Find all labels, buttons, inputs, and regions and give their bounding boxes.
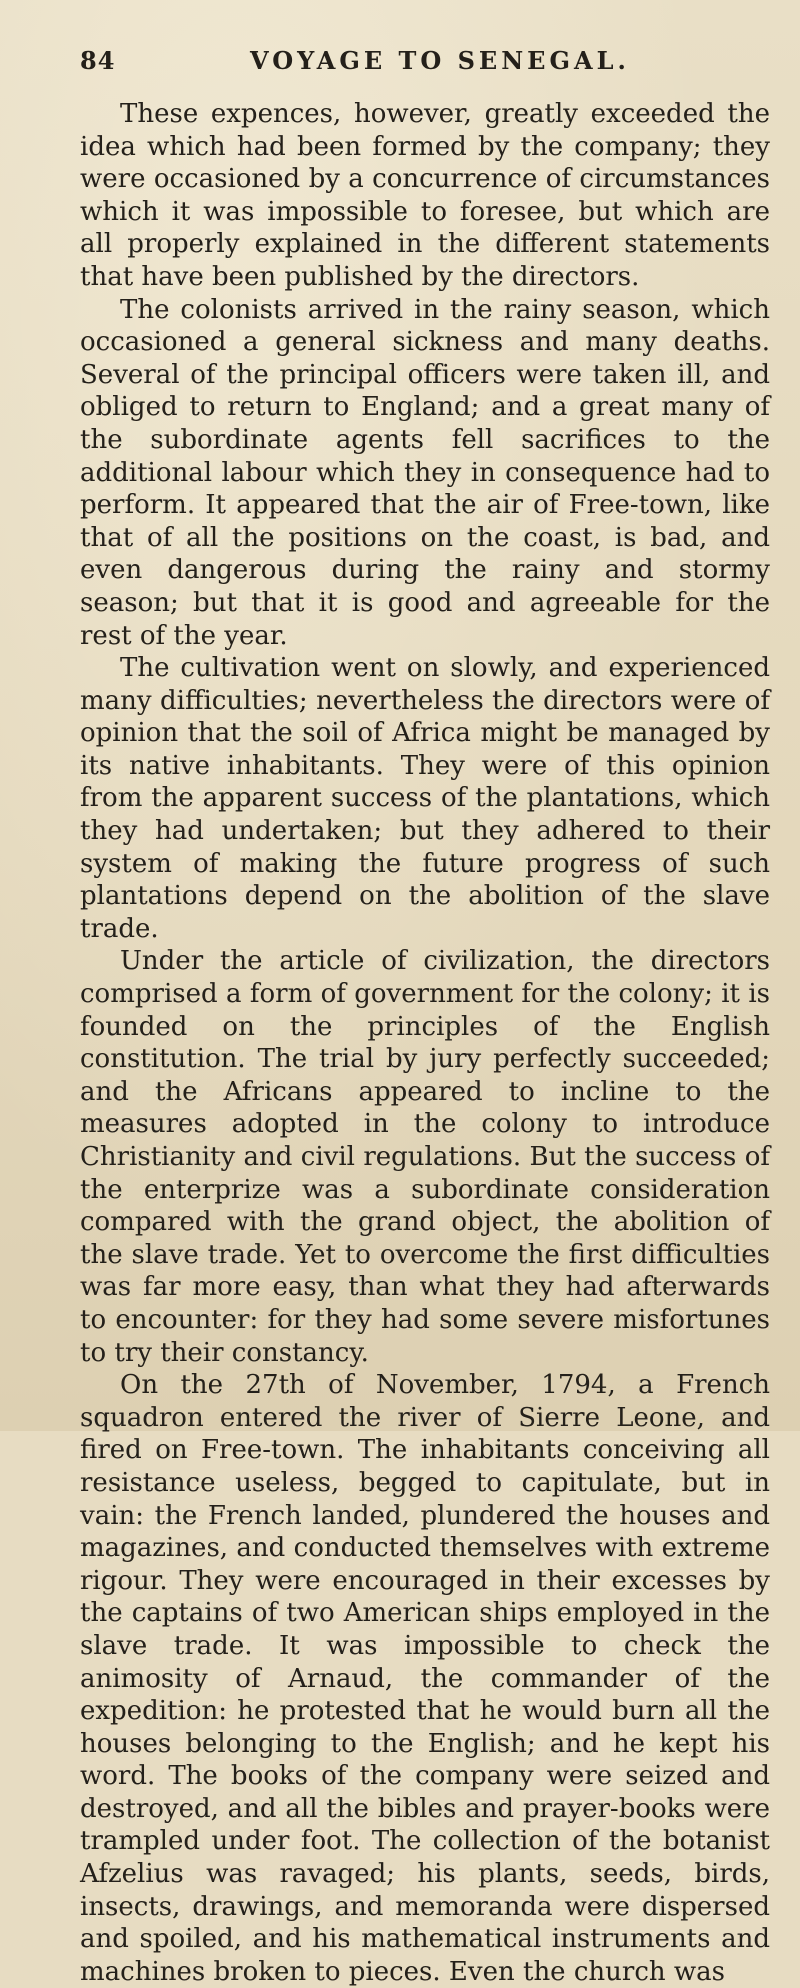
paragraph-5: On the 27th of November, 1794, a French squadron entered the river of Sierre Leone, and fired on Free-town. The inhabitants conceiving all resistance useless, begged to capitulate, but in vain: the French landed, plundered the houses and magazines, and conducted themselves with extreme rigour. They were encouraged in their excesses by the captains of two American ships employed in the slave trade. It was impossible to check the animosity of Arnaud, the commander of the expedition: he protested that he would burn all the houses belonging to the English; and he kept his word. The books of the company were seized and destroyed, and all the bibles and prayer-books were trampled under foot. The collection of the botanist Afzelius was ravaged; his plants, seeds, birds, insects, drawings, and memoranda were dispersed and spoiled, and his mathematical instruments and machines broken to pieces. Even the church was — [80, 1370, 770, 1987]
paragraph-1: These expences, however, greatly exceeded the idea which had been formed by the company; they were occasioned by a concurrence of circumstances which it was impossible to foresee, but which are all properly explained in the different statements that have been published by the directors. — [80, 99, 770, 292]
running-title: VOYAGE TO SENEGAL. — [250, 46, 630, 75]
running-head — [80, 46, 680, 78]
paragraph-2: The colonists arrived in the rainy season, which occasioned a general sickness and many deaths. Several of the principal officers were taken ill, and obliged to return to England; and a great many of the subordinate agents fell sacrifices to the additional labour which they in consequence had to perform. It appeared that the air of Free-town, like that of all the positions on the coast, is bad, and even dangerous during the rainy and stormy season; but that it is good and agreeable for the rest of the year. — [80, 294, 770, 651]
paragraph-4: Under the article of civilization, the directors comprised a form of government for the colony; it is founded on the principles of the English constitution. The trial by jury perfectly succeeded; and the Africans appeared to incline to the measures adopted in the colony to introduce Christianity and civil regulations. But the success of the enterprize was a subordinate consideration compared with the grand object, the abolition of the slave trade. Yet to overcome the first difficulties was far more easy, than what they had afterwards to encounter: for they had some severe misfortunes to try their constancy. — [80, 946, 770, 1368]
paragraph-3: The cultivation went on slowly, and experienced many difficulties; nevertheless the directors were of opinion that the soil of Africa might be managed by its native inhabitants. They were of this opinion from the apparent success of the plantations, which they had undertaken; but they adhered to their system of making the future progress of such plantations depend on the abolition of the slave trade. — [80, 653, 770, 944]
body-text — [80, 98, 770, 1988]
page-number: 84 — [80, 46, 116, 75]
